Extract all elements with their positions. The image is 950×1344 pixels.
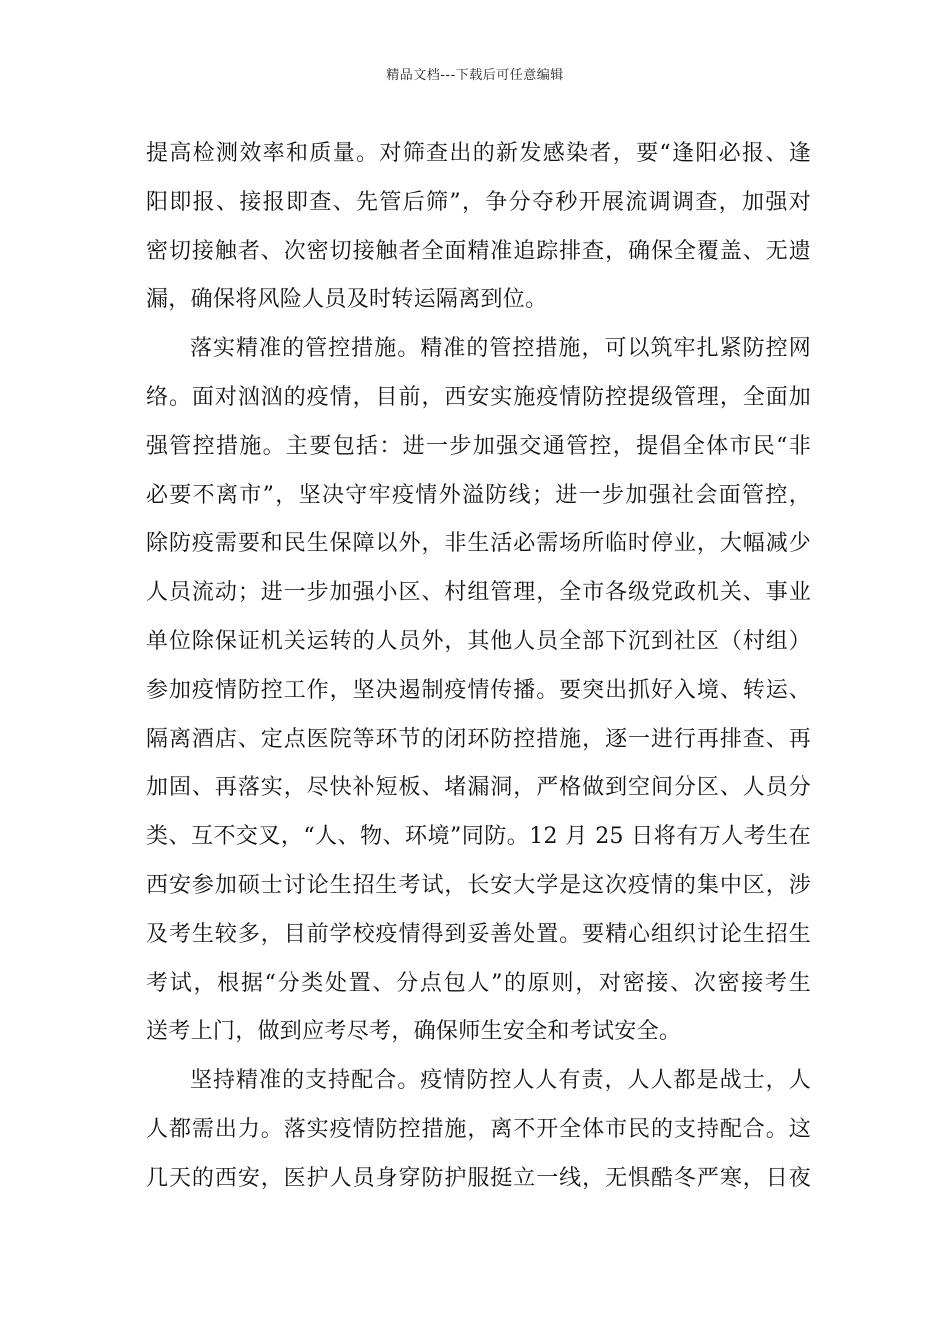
text-line: 络。面对汹汹的疫情，目前，西安实施疫情防控提级管理，全面加 xyxy=(146,384,811,410)
text-line: 几天的西安，医护人员身穿防护服挺立一线，无惧酷冬严寒，日夜 xyxy=(146,1165,811,1191)
text-line: 强管控措施。主要包括：进一步加强交通管控，提倡全体市民“非 xyxy=(146,433,811,459)
text-line: 除防疫需要和民生保障以外，非生活必需场所临时停业，大幅减少 xyxy=(146,531,811,557)
text-line: 人都需出力。落实疫情防控措施，离不开全体市民的支持配合。这 xyxy=(146,1116,811,1142)
text-line: 送考上门，做到应考尽考，确保师生安全和考试安全。 xyxy=(146,1019,682,1045)
text-line: 阳即报、接报即查、先管后筛”，争分夺秒开展流调调查，加强对 xyxy=(146,189,811,215)
text-line: 密切接触者、次密切接触者全面精准追踪排查，确保全覆盖、无遗 xyxy=(146,238,811,264)
text-line: 西安参加硕士讨论生招生考试，长安大学是这次疫情的集中区，涉 xyxy=(146,872,811,898)
text-line: 加固、再落实，尽快补短板、堵漏洞，严格做到空间分区、人员分 xyxy=(146,775,811,801)
text-line: 单位除保证机关运转的人员外，其他人员全部下沉到社区（村组） xyxy=(146,628,811,654)
text-line: 必要不离市”，坚决守牢疫情外溢防线；进一步加强社会面管控， xyxy=(146,482,811,508)
text-line: 提高检测效率和质量。对筛查出的新发感染者，要“逢阳必报、逢 xyxy=(146,141,811,166)
text-line: 隔离酒店、定点医院等环节的闭环防控措施，逐一进行再排查、再 xyxy=(146,726,811,752)
text-line: 人员流动；进一步加强小区、村组管理，全市各级党政机关、事业 xyxy=(146,580,811,606)
document-body xyxy=(146,130,811,1204)
page-header: 精品文档---下载后可任意编辑 xyxy=(386,68,564,83)
text-line: 坚持精准的支持配合。疫情防控人人有责，人人都是战士，人 xyxy=(190,1068,811,1094)
text-line: 及考生较多，目前学校疫情得到妥善处置。要精心组织讨论生招生 xyxy=(146,921,811,947)
text-line: 类、互不交叉，“人、物、环境”同防。12 月 25 日将有万人考生在 xyxy=(146,824,811,850)
text-line: 参加疫情防控工作，坚决遏制疫情传播。要突出抓好入境、转运、 xyxy=(146,677,811,703)
text-line: 落实精准的管控措施。精准的管控措施，可以筑牢扎紧防控网 xyxy=(190,336,811,362)
text-line: 考试，根据“分类处置、分点包人”的原则，对密接、次密接考生 xyxy=(146,970,811,996)
text-line: 漏，确保将风险人员及时转运隔离到位。 xyxy=(146,287,548,313)
